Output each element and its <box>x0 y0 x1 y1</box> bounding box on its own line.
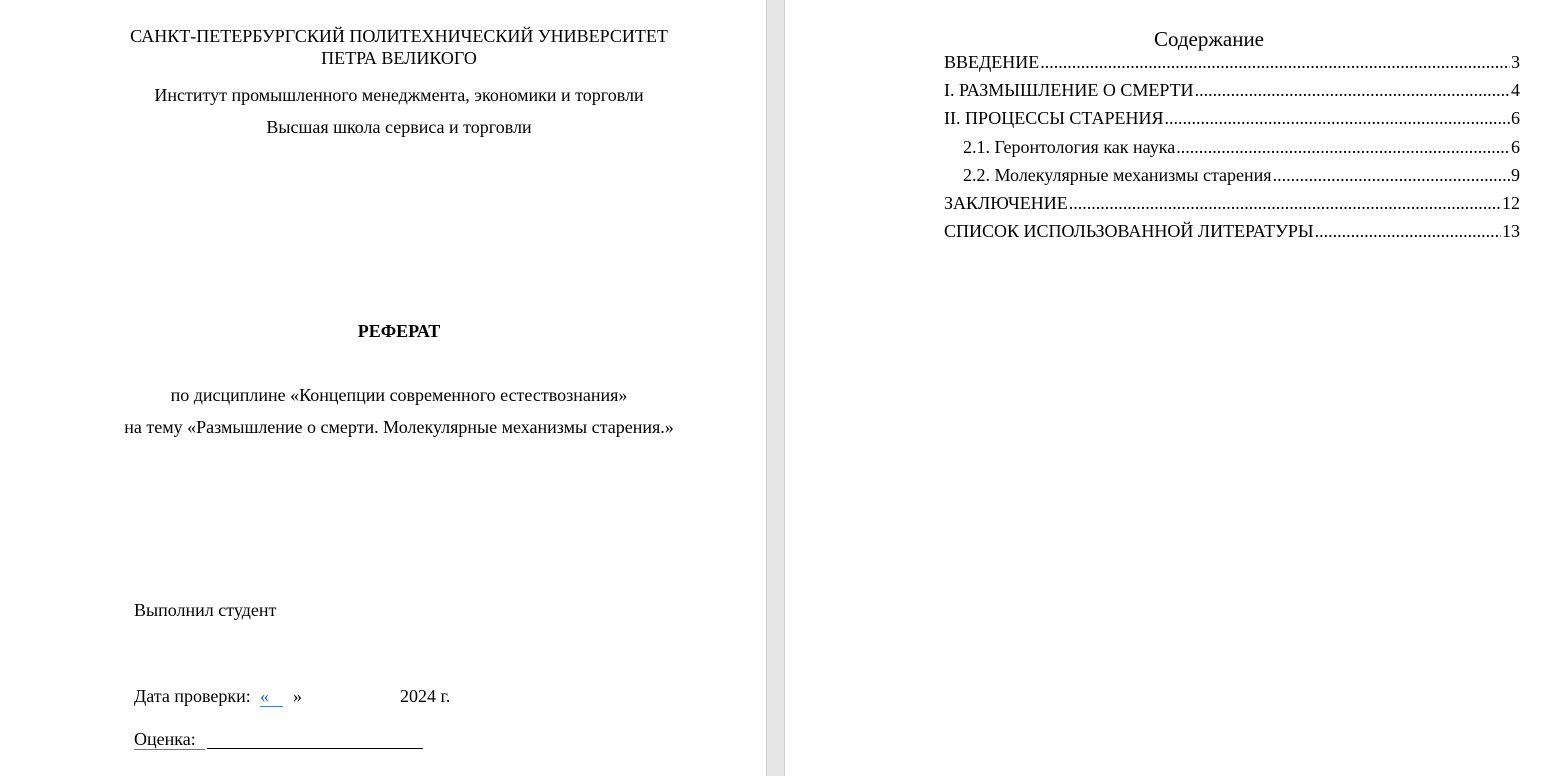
page-gutter <box>766 0 785 776</box>
date-year: 2024 г. <box>400 686 451 706</box>
university-name-line1: САНКТ-ПЕТЕРБУРГСКИЙ ПОЛИТЕХНИЧЕСКИЙ УНИВЕРСИТЕТ <box>130 26 668 46</box>
grade-field-line[interactable] <box>207 748 423 749</box>
toc-leader-dots <box>1315 220 1501 242</box>
toc-entry-chapter-1[interactable] <box>944 79 1520 101</box>
date-close-quote: » <box>293 686 302 706</box>
check-date-label: Дата проверки: <box>134 686 251 706</box>
toc-entry-section-2-2[interactable] <box>963 164 1520 186</box>
date-field[interactable] <box>260 685 283 707</box>
contents-page[interactable] <box>785 0 1547 776</box>
toc-entry-label: 2.2. Молекулярные механизмы старения <box>963 165 1272 185</box>
grade-label-gap <box>196 729 205 750</box>
toc-leader-dots <box>1195 79 1510 101</box>
institute-name: Институт промышленного менеджмента, экономики и торговли <box>154 85 644 105</box>
toc-entry-label: 2.1. Геронтология как наука <box>963 137 1176 157</box>
title-page[interactable] <box>0 0 766 776</box>
toc-entry-page: 13 <box>1502 221 1520 241</box>
toc-entry-label: СПИСОК ИСПОЛЬЗОВАННОЙ ЛИТЕРАТУРЫ <box>944 221 1314 241</box>
toc-entry-page: 4 <box>1511 80 1520 100</box>
toc-entry-page: 12 <box>1502 193 1520 213</box>
toc-entry-label: ВВЕДЕНИЕ <box>944 52 1040 72</box>
toc-entry-label: II. ПРОЦЕССЫ СТАРЕНИЯ <box>944 108 1164 128</box>
toc-leader-dots <box>1040 51 1510 73</box>
grade-label-text: Оценка: <box>134 729 196 749</box>
toc-entry-page: 6 <box>1511 137 1520 157</box>
toc-entry-page: 6 <box>1511 108 1520 128</box>
document-type-heading: РЕФЕРАТ <box>357 321 441 341</box>
toc-entry-page: 3 <box>1511 52 1520 72</box>
school-name: Высшая школа сервиса и торговли <box>266 117 532 137</box>
discipline-line: по дисциплине «Концепции современного естествознания» <box>170 385 628 405</box>
toc-leader-dots <box>1176 136 1510 158</box>
toc-entry-introduction[interactable] <box>944 51 1520 73</box>
toc-entry-label: ЗАКЛЮЧЕНИЕ <box>944 193 1068 213</box>
toc-leader-dots <box>1165 107 1510 129</box>
toc-entry-conclusion[interactable] <box>944 192 1520 214</box>
grade-label <box>134 728 205 750</box>
date-day-blank <box>269 686 283 707</box>
topic-line: на тему «Размышление о смерти. Молекулярные механизмы старения.» <box>124 417 674 437</box>
toc-leader-dots <box>1273 164 1510 186</box>
toc-leader-dots <box>1069 192 1501 214</box>
toc-entry-section-2-1[interactable] <box>963 136 1520 158</box>
performed-by-label: Выполнил студент <box>134 600 277 620</box>
toc-entry-page: 9 <box>1511 165 1520 185</box>
university-name-line2: ПЕТРА ВЕЛИКОГО <box>321 48 477 68</box>
contents-title: Содержание <box>1153 27 1265 51</box>
toc-entry-chapter-2[interactable] <box>944 107 1520 129</box>
toc-entry-label: I. РАЗМЫШЛЕНИЕ О СМЕРТИ <box>944 80 1194 100</box>
date-open-quote: « <box>260 686 269 706</box>
toc-entry-references[interactable] <box>944 220 1520 242</box>
